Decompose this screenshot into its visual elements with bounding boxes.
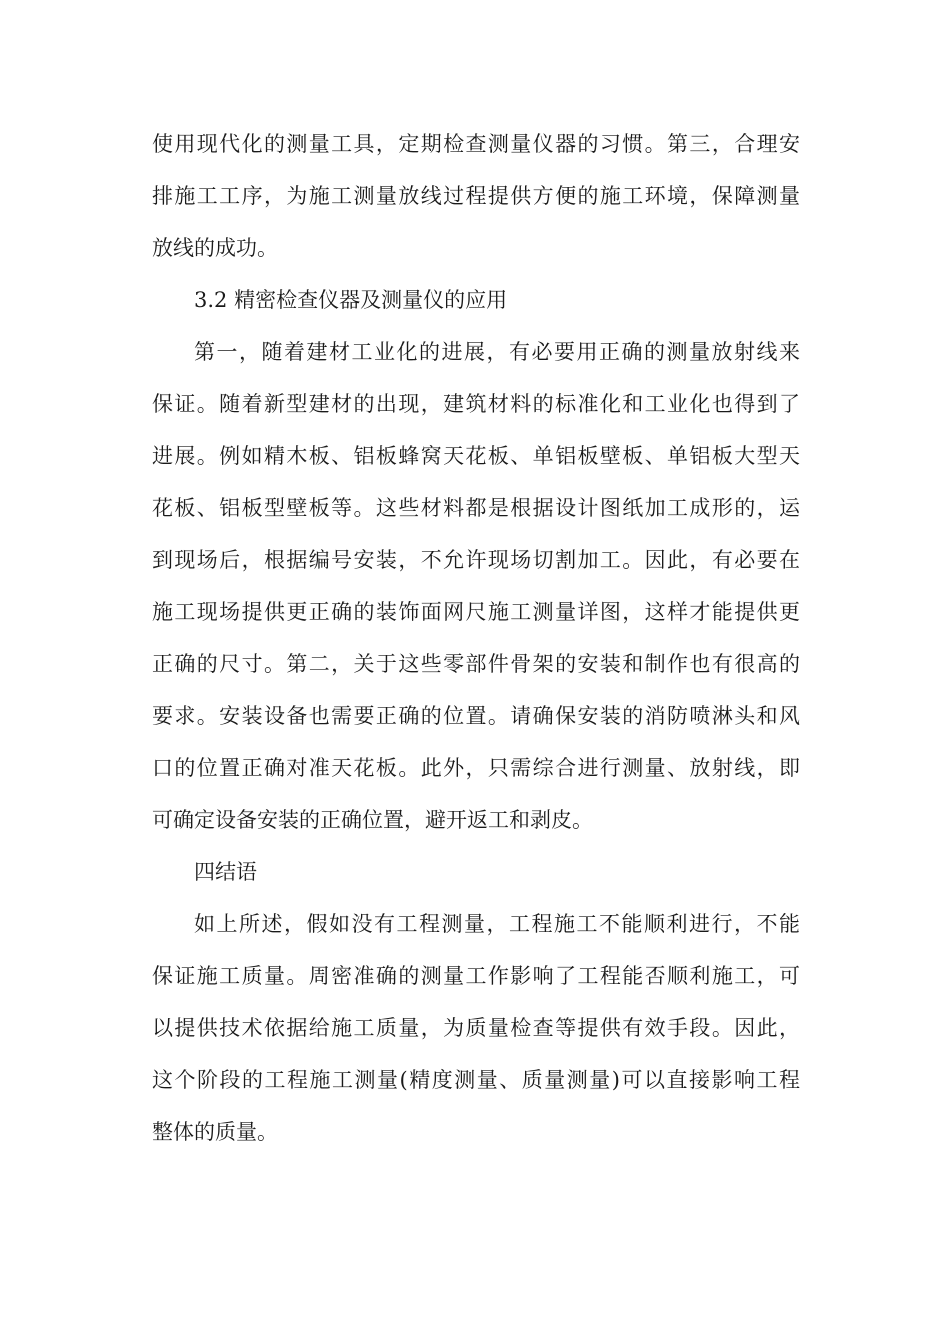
paragraph-line: 第一，随着建材工业化的进展，有必要用正确的测量放射线来 <box>194 340 800 364</box>
paragraph-line: 排施工工序，为施工测量放线过程提供方便的施工环境，保障测量 <box>152 184 800 208</box>
paragraph-line: 可确定设备安装的正确位置，避开返工和剥皮。 <box>152 808 593 832</box>
paragraph-line: 使用现代化的测量工具，定期检查测量仪器的习惯。第三，合理安 <box>152 132 800 156</box>
paragraph-line: 保证。随着新型建材的出现，建筑材料的标准化和工业化也得到了 <box>152 392 800 416</box>
paragraph-line: 正确的尺寸。第二，关于这些零部件骨架的安装和制作也有很高的 <box>152 652 800 676</box>
section-heading-3-2: 3.2 精密检查仪器及测量仪的应用 <box>194 288 508 312</box>
paragraph-line: 这个阶段的工程施工测量(精度测量、质量测量)可以直接影响工程 <box>152 1068 800 1092</box>
paragraph-line: 保证施工质量。周密准确的测量工作影响了工程能否顺利施工，可 <box>152 964 800 988</box>
paragraph-line: 到现场后，根据编号安装，不允许现场切割加工。因此，有必要在 <box>152 548 800 572</box>
paragraph-line: 以提供技术依据给施工质量，为质量检查等提供有效手段。因此， <box>152 1016 800 1040</box>
section-heading-conclusion: 四结语 <box>194 860 257 884</box>
document-body <box>152 118 800 1158</box>
paragraph-line: 如上所述，假如没有工程测量，工程施工不能顺利进行，不能 <box>194 912 800 936</box>
paragraph-line: 口的位置正确对准天花板。此外，只需综合进行测量、放射线，即 <box>152 756 800 780</box>
paragraph-line: 进展。例如精木板、铝板蜂窝天花板、单铝板壁板、单铝板大型天 <box>152 444 800 468</box>
paragraph-line: 要求。安装设备也需要正确的位置。请确保安装的消防喷淋头和风 <box>152 704 800 728</box>
paragraph-line: 放线的成功。 <box>152 236 278 260</box>
paragraph-line: 整体的质量。 <box>152 1120 278 1144</box>
paragraph-line: 花板、铝板型壁板等。这些材料都是根据设计图纸加工成形的，运 <box>152 496 800 520</box>
paragraph-line: 施工现场提供更正确的装饰面网尺施工测量详图，这样才能提供更 <box>152 600 800 624</box>
